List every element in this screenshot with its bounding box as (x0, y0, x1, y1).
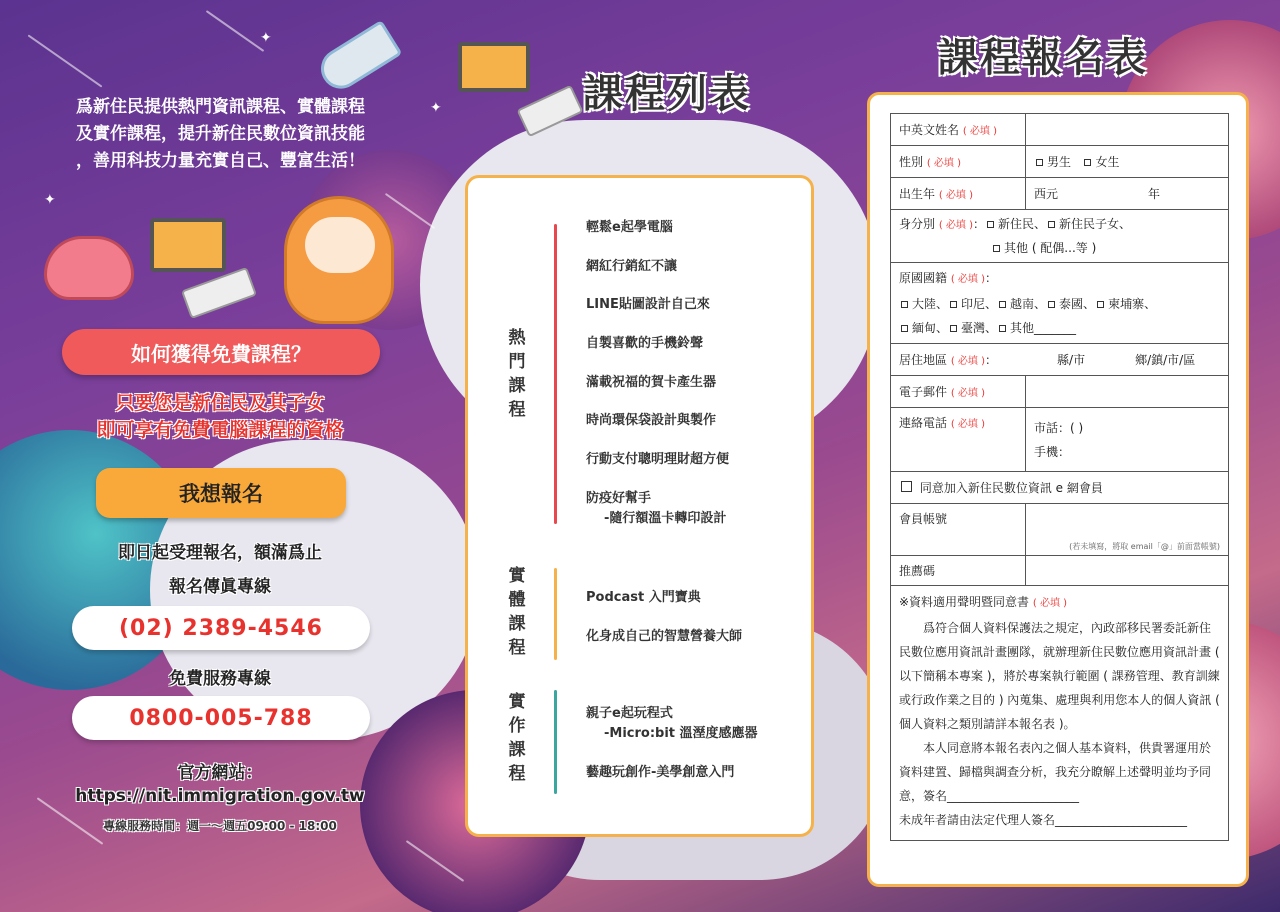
course-item: 親子e起玩程式 (586, 706, 673, 721)
keyboard-icon (181, 267, 257, 319)
course-item: 時尚環保袋設計與製作 (586, 413, 717, 428)
region-label: 居住地區 (899, 353, 948, 367)
referral-label: 推薦碼 (891, 556, 1026, 586)
identity-option: 新住民、 (998, 217, 1047, 231)
gender-label: 性別 (899, 155, 924, 169)
category-bar-practical (554, 690, 557, 794)
identity-checkbox[interactable] (1048, 221, 1055, 228)
intro-text (48, 94, 393, 175)
star-streak (28, 34, 103, 87)
origin-option: 柬埔寨、 (1108, 297, 1157, 311)
course-item: 防疫好幫手 (586, 491, 652, 506)
account-label: 會員帳號 (891, 504, 1026, 556)
free-line-label: 免費服務專線 (169, 669, 271, 689)
phone-field[interactable] (1026, 408, 1229, 472)
required-mark: ( 必填 ) (950, 419, 986, 430)
privacy-paragraph: 爲符合個人資料保護法之規定，內政部移民署委託新住民數位應用資訊計畫團隊，就辦理新住民數位應用資訊計畫 ( 以下簡稱本專案 )，將於專案執行範圍 ( 課務管理、教育訓練或行政作業之目的 ) 內蒐集、處理與利用您本人的個人資訊 ( 個人資料之類別請詳本報名表 )。 (899, 621, 1220, 731)
required-mark: ( 必填 ) (950, 356, 986, 367)
signup-button[interactable]: 我想報名 (96, 468, 346, 518)
region-town-label: 鄉/鎮/市/區 (1135, 353, 1196, 367)
course-item: 自製喜歡的手機鈴聲 (586, 336, 704, 351)
origin-checkbox[interactable] (1097, 301, 1104, 308)
star-icon: ✦ (260, 30, 272, 46)
phone-home-label: 市話：( ) (1034, 420, 1084, 435)
qualification-line: 只要您是新住民及其子女 (115, 392, 325, 414)
service-hours: 專線服務時間：週一～週五09:00 - 18:00 (103, 819, 337, 833)
birth-field[interactable] (1026, 178, 1229, 210)
fax-number[interactable]: (02) 2389-4546 (72, 606, 370, 650)
female-label: 女生 (1095, 155, 1120, 169)
required-mark: ( 必填 ) (1032, 598, 1068, 609)
registration-form (867, 92, 1249, 887)
laptop-icon (458, 42, 530, 92)
fax-label: 報名傳眞專線 (169, 577, 271, 597)
origin-option: 臺灣、 (961, 321, 998, 335)
required-mark: ( 必填 ) (938, 220, 974, 231)
website-label: 官方網站： (177, 763, 263, 783)
required-mark: ( 必填 ) (926, 158, 962, 169)
origin-option: 泰國、 (1059, 297, 1096, 311)
male-checkbox[interactable] (1036, 159, 1043, 166)
origin-option: 其他_______ (1010, 321, 1077, 335)
intro-line: 及實作課程，提升新住民數位資訊技能 (76, 124, 365, 144)
male-label: 男生 (1047, 155, 1072, 169)
region-county-label: 縣/市 (1057, 353, 1086, 367)
course-item: -隨行額溫卡轉印設計 (604, 511, 727, 526)
website-link[interactable]: https://nit.immigration.gov.tw (75, 786, 365, 806)
origin-option: 大陸、 (912, 297, 949, 311)
identity-checkbox[interactable] (993, 245, 1000, 252)
course-item: Podcast 入門寶典 (586, 590, 701, 605)
alien-mascot-icon (44, 236, 134, 300)
account-field[interactable] (1026, 504, 1229, 556)
referral-field[interactable] (1026, 556, 1229, 586)
origin-checkbox[interactable] (1048, 301, 1055, 308)
birth-label: 出生年 (899, 187, 936, 201)
category-bar-physical (554, 568, 557, 660)
required-mark: ( 必填 ) (938, 190, 974, 201)
name-label: 中英文姓名 (899, 123, 960, 137)
origin-checkbox[interactable] (901, 325, 908, 332)
origin-option: 緬甸、 (912, 321, 949, 335)
course-item: 藝趣玩創作-美學創意入門 (586, 765, 735, 780)
laptop-icon (150, 218, 226, 272)
howto-banner: 如何獲得免費課程？ (62, 329, 380, 375)
qualification-text (40, 390, 400, 444)
category-bar-hot (554, 224, 557, 524)
phone-label: 連絡電話 (899, 416, 948, 430)
privacy-consent: 本人同意將本報名表內之個人基本資料，供貴署運用於資料建置、歸檔與調查分析，我充分瞭解上述聲明並均予同意，簽名______________________ (899, 741, 1212, 803)
email-label: 電子郵件 (899, 385, 948, 399)
name-field[interactable] (1026, 114, 1229, 146)
required-mark: ( 必填 ) (962, 126, 998, 137)
intro-line: 爲新住民提供熱門資訊課程、實體課程 (76, 97, 365, 117)
origin-checkbox[interactable] (950, 325, 957, 332)
star-icon: ✦ (430, 100, 442, 116)
qualification-line: 即可享有免費電腦課程的資格 (96, 419, 344, 441)
identity-label: 身分別 (899, 217, 936, 231)
identity-option: 其他 ( 配偶...等 ) (1004, 241, 1097, 255)
origin-checkbox[interactable] (950, 301, 957, 308)
required-mark: ( 必填 ) (950, 274, 986, 285)
phone-mobile-label: 手機： (1034, 444, 1071, 459)
course-item: 網紅行銷紅不讓 (586, 259, 678, 274)
free-line-number[interactable]: 0800-005-788 (72, 696, 370, 740)
course-item: 行動支付聰明理財超方便 (586, 452, 730, 467)
identity-option: 新住民子女、 (1059, 217, 1132, 231)
intro-line: ，善用科技力量充實自己、豐富生活！ (76, 151, 365, 171)
course-item: LINE貼圖設計自己來 (586, 297, 710, 312)
accept-text: 即日起受理報名，額滿爲止 (118, 543, 322, 563)
birth-west-label: 西元 (1034, 187, 1059, 201)
female-checkbox[interactable] (1084, 159, 1091, 166)
origin-checkbox[interactable] (999, 301, 1006, 308)
email-field[interactable] (1026, 376, 1229, 408)
course-item: 輕鬆e起學電腦 (586, 220, 673, 235)
origin-option: 印尼、 (961, 297, 998, 311)
identity-checkbox[interactable] (987, 221, 994, 228)
star-streak (206, 10, 264, 52)
form-title: 課程報名表 (938, 35, 1148, 81)
origin-option: 越南、 (1010, 297, 1047, 311)
required-mark: ( 必填 ) (950, 388, 986, 399)
birth-year-label: 年 (1148, 187, 1161, 201)
category-label-hot: 熱 門 課 程 (508, 328, 526, 420)
member-agree-label: 同意加入新住民數位資訊 e 網會員 (919, 481, 1103, 495)
star-icon: ✦ (44, 192, 56, 208)
course-item: 滿載祝福的賀卡產生器 (586, 375, 717, 390)
course-list-title: 課程列表 (583, 71, 751, 117)
origin-checkbox[interactable] (999, 325, 1006, 332)
account-note: (若未填寫，將取 email「@」前面當帳號) (1069, 542, 1220, 551)
category-label-physical: 實 體 課 程 (508, 566, 526, 658)
category-label-practical: 實 作 課 程 (508, 692, 526, 784)
course-item: 化身成自己的智慧營養大師 (586, 629, 743, 644)
privacy-minor: 未成年者請由法定代理人簽名______________________ (899, 813, 1188, 827)
form-table: 中英文姓名 ( 必填 ) 性別 ( 必填 ) 男生 女生 出生年 ( 必填 ) 西元 年 身分別 ( 必填 )： 新住民、 新住民子女、 其他 ( 配偶...等 ) 原國國籍 ( 必填 )： 大陸、 印尼、 越南、 泰國、 柬埔寨、 緬甸、 臺灣、 其他_______ 居住地區 ( 必填 )： 縣/市 鄉/鎮/市/區 電子郵件 ( 必填 ) 連絡電話 ( 必填 ) 市話：( ) 手機： 同意加入新住民數位資訊 e 網會員 會員帳號 (若未填寫，將取 email「@」前面當帳號) 推薦碼 ※資料適用聲明暨同意書 ( 必填 ) 爲符合個人資料保護法之規定，內政部移民署委託新住民數位應用資訊計畫團隊，就辦理新住民數位應用資訊計畫 ( 以下簡稱本專案 )，將於專案執行範圍 ( 課務管理、教育訓練或行政作業之目的 ) 內蒐集、處理與利用您本人的個人資訊 ( 個人資料之類別請詳本報名表 )。 本人同意將本報名表內之個人基本資料，供貴署運用於資料建置、歸檔與調查分析，我充分瞭解上述聲明並均予同意，簽名______________________ 未成年者請由法定代理人簽名______________________ (890, 113, 1229, 841)
privacy-title: ※資料適用聲明暨同意書 (899, 595, 1030, 609)
course-item: -Micro:bit 溫溼度感應器 (604, 726, 758, 741)
origin-checkbox[interactable] (901, 301, 908, 308)
astronaut-mascot-icon (284, 196, 394, 324)
course-list-card (465, 175, 814, 837)
member-agree-checkbox[interactable] (901, 481, 912, 492)
origin-label: 原國國籍 (899, 271, 948, 285)
rocket-icon (313, 20, 402, 96)
